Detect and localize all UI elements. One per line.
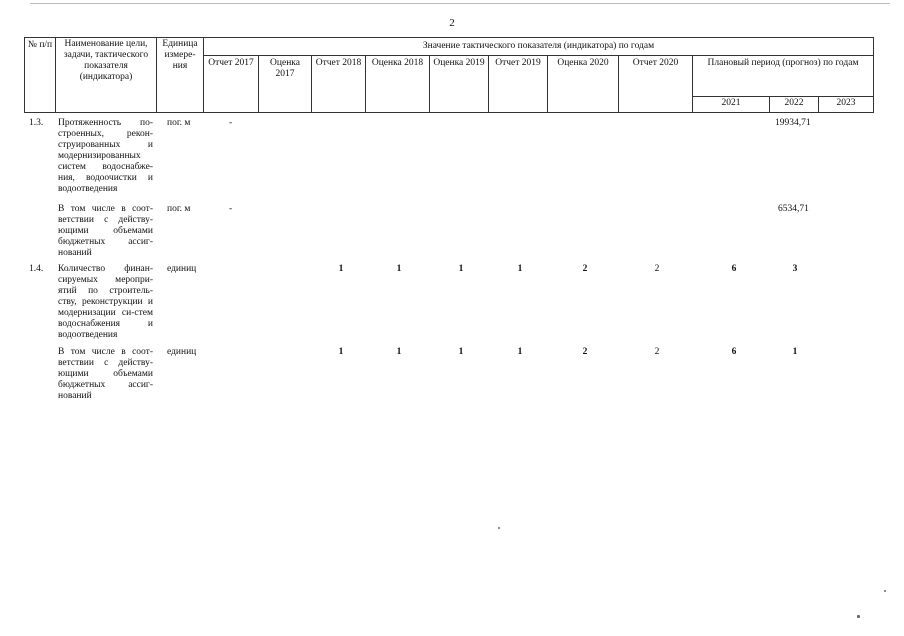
row-name: Количество финан-сируемых меропри-ятий по строитель-ству, реконструкции и модернизации си-стем водоснабжения и водоотведения [58,264,153,340]
plan-year: 2023 [819,97,874,113]
col-header: Отчет 2017 [204,56,259,113]
cell-value: 1 [396,347,402,357]
col-header: Оценка 2018 [366,56,430,113]
row-name: В том числе в соот-ветствии с действу-ющими объемами бюджетных ассиг-нований [58,204,153,258]
col-header: Оценка 2020 [548,56,619,113]
cell-value: 1 [396,264,402,274]
cell-value: 1 [517,264,523,274]
col-header: Отчет 2020 [619,56,693,113]
plan-year: 2022 [770,97,819,113]
header-unit: Единица измере-ния [157,38,204,113]
row-number: 1.3. [29,118,44,128]
cell-value: 1 [338,264,344,274]
cell-value: 1 [517,347,523,357]
cell-value: 1 [338,347,344,357]
cell-value: 2 [654,347,660,357]
plan-title: Плановый период (прогноз) по годам [693,56,874,97]
row-unit: единиц [167,347,197,357]
plan-year: 2021 [693,97,770,113]
header-values-title: Значение тактического показателя (индикатора) по годам [204,38,874,56]
cell-value: 1 [458,264,464,274]
cell-value: 2 [582,264,588,274]
header-name: Наименование цели, задачи, тактического показателя (индикатора) [56,38,157,113]
cell-value: - [229,204,233,214]
row-name: Протяженность по-строенных, рекон-струированных и модернизированных систем водоснабже-ния, водоочистки и водоотведения [58,118,153,194]
row-unit: пог. м [167,204,191,214]
cell-value: 19934,71 [775,118,811,128]
page-number: 2 [449,17,455,29]
cell-value: 3 [792,264,798,274]
cell-value: 2 [582,347,588,357]
col-header: Оценка 2017 [259,56,312,113]
scan-speck [884,590,886,592]
row-name: В том числе в соот-ветствии с действу-ющими объемами бюджетных ассиг-нований [58,347,153,401]
row-unit: пог. м [167,118,191,128]
col-header: Отчет 2019 [489,56,548,113]
cell-value: 6534,71 [778,204,809,214]
row-unit: единиц [167,264,197,274]
cell-value: 2 [654,264,660,274]
scan-speck [857,615,860,618]
row-number: 1.4. [29,264,44,274]
cell-value: 6 [731,264,737,274]
cell-value: - [229,118,233,128]
scan-speck [498,527,500,529]
header-num: № п/п [25,38,56,113]
col-header: Оценка 2019 [430,56,489,113]
cell-value: 1 [792,347,798,357]
col-header: Отчет 2018 [312,56,366,113]
cell-value: 1 [458,347,464,357]
cell-value: 6 [731,347,737,357]
